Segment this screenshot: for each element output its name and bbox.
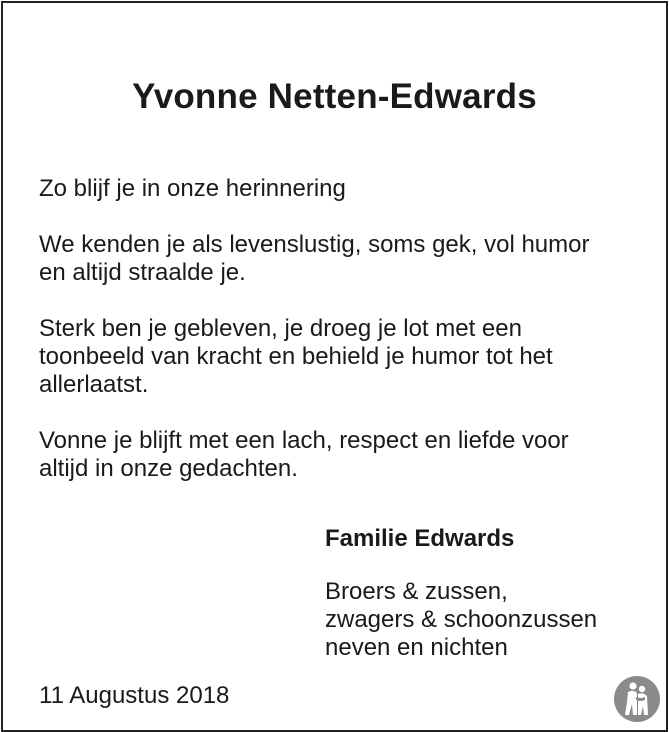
notice-text: [39, 175, 649, 511]
relatives-line: neven en nichten: [325, 634, 508, 661]
signature-block: [325, 525, 597, 662]
notice-paragraph: Sterk ben je gebleven, je droeg je lot met een toonbeeld van kracht en behield je humor tot het allerlaatst.: [39, 315, 553, 398]
notice-paragraph: Vonne je blijft met een lach, respect en liefde voor altijd in onze gedachten.: [39, 427, 569, 482]
mourning-figures-logo-icon: [613, 675, 661, 723]
notice-paragraph: We kenden je als levenslustig, soms gek, vol humor en altijd straalde je.: [39, 231, 590, 286]
notice-date: 11 Augustus 2018: [39, 682, 230, 709]
relatives-line: zwagers & schoonzussen: [325, 606, 598, 633]
deceased-name: Yvonne Netten-Edwards: [132, 77, 537, 116]
notice-frame: [1, 1, 668, 732]
family-name: Familie Edwards: [325, 525, 515, 552]
relatives-line: Broers & zussen,: [325, 578, 508, 605]
notice-paragraph: Zo blijf je in onze herinnering: [39, 175, 346, 202]
